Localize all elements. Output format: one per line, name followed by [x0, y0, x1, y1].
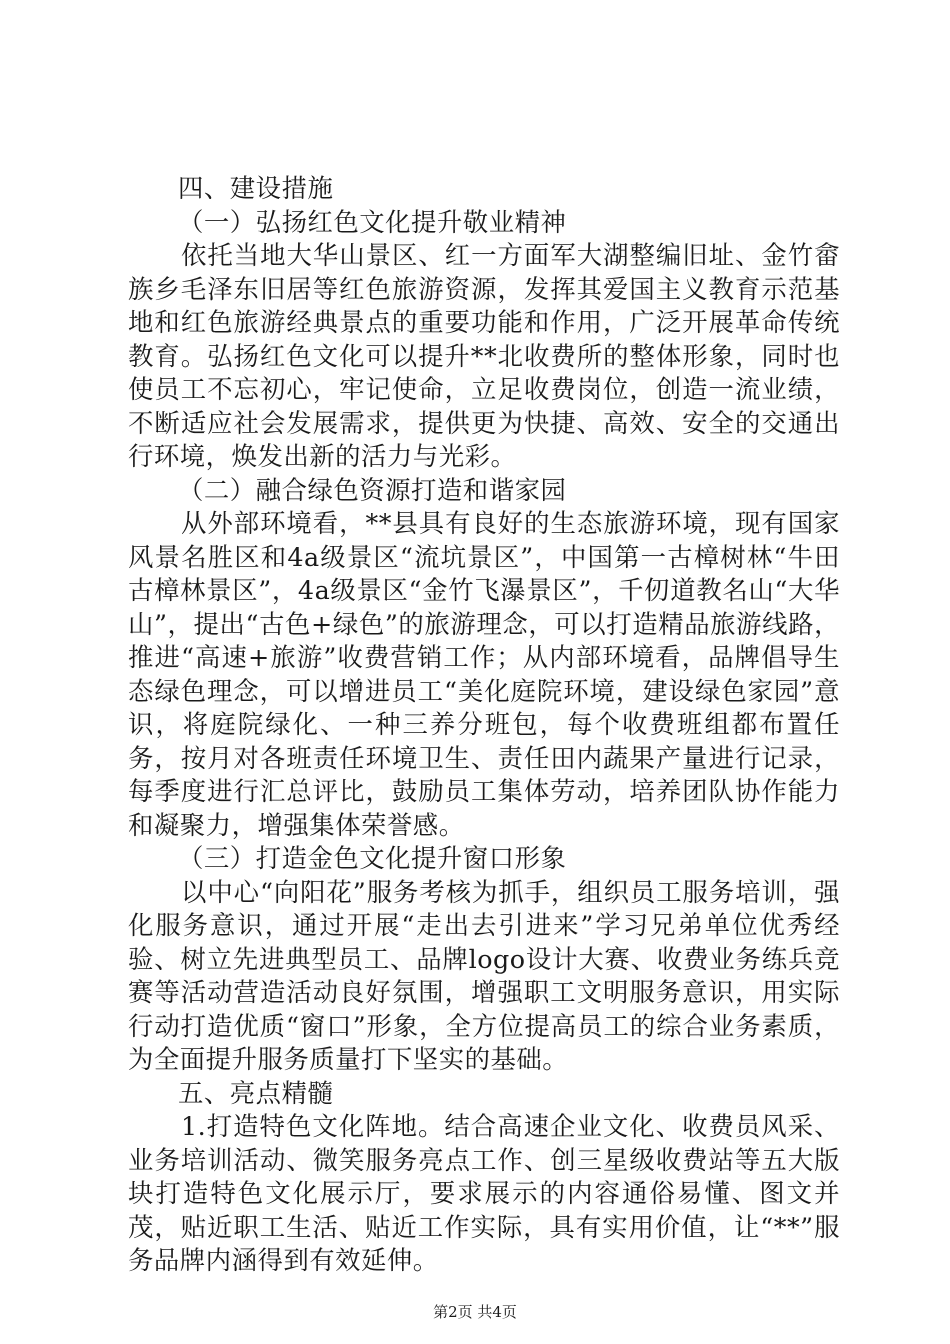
subsection-heading: （三）打造金色文化提升窗口形象 — [178, 843, 567, 873]
section-heading: 四、建设措施 — [178, 173, 334, 203]
document-body — [128, 172, 840, 1278]
section-heading: 五、亮点精髓 — [178, 1077, 334, 1108]
page-footer: 第2页 共4页 — [433, 1303, 517, 1321]
subsection-heading: （二）融合绿色资源打造和谐家园 — [178, 474, 567, 505]
subsection-heading: （一）弘扬红色文化提升敬业精神 — [178, 206, 567, 237]
body-paragraph: 1.打造特色文化阵地。结合高速企业文化、收费员风采、业务培训活动、微笑服务亮点工作、创三星级收费站等五大版块打造特色文化展示厅，要求展示的内容通俗易懂、图文并茂，贴近职工生活、贴近工作实际，具有实用价值，让“**”服务品牌内涵得到有效延伸。 — [128, 1111, 840, 1275]
body-paragraph: 从外部环境看，**县具有良好的生态旅游环境，现有国家风景名胜区和4a级景区“流坑景区”，中国第一古樟树林“牛田古樟林景区”，4a级景区“金竹飞瀑景区”，千仞道教名山“大华山”，提出“古色+绿色”的旅游理念，可以打造精品旅游线路，推进“高速+旅游”收费营销工作；从内部环境看，品牌倡导生态绿色理念，可以增进员工“美化庭院环境，建设绿色家园”意识，将庭院绿化、一种三养分班包，每个收费班组都布置任务，按月对各班责任环境卫生、责任田内蔬果产量进行记录，每季度进行汇总评比，鼓励员工集体劳动，培养团队协作能力和凝聚力，增强集体荣誉感。 — [128, 508, 840, 840]
body-paragraph: 依托当地大华山景区、红一方面军大湖整编旧址、金竹畲族乡毛泽东旧居等红色旅游资源，发挥其爱国主义教育示范基地和红色旅游经典景点的重要功能和作用，广泛开展革命传统教育。弘扬红色文化可以提升**北收费所的整体形象，同时也使员工不忘初心，牢记使命，立足收费岗位，创造一流业绩，不断适应社会发展需求，提供更为快捷、高效、安全的交通出行环境，焕发出新的活力与光彩。 — [128, 240, 840, 471]
body-paragraph: 以中心“向阳花”服务考核为抓手，组织员工服务培训，强化服务意识，通过开展“走出去引进来”学习兄弟单位优秀经验、树立先进典型员工、品牌logo设计大赛、收费业务练兵竞赛等活动营造活动良好氛围，增强职工文明服务意识，用实际行动打造优质“窗口”形象，全方位提高员工的综合业务素质，为全面提升服务质量打下坚实的基础。 — [128, 876, 840, 1074]
